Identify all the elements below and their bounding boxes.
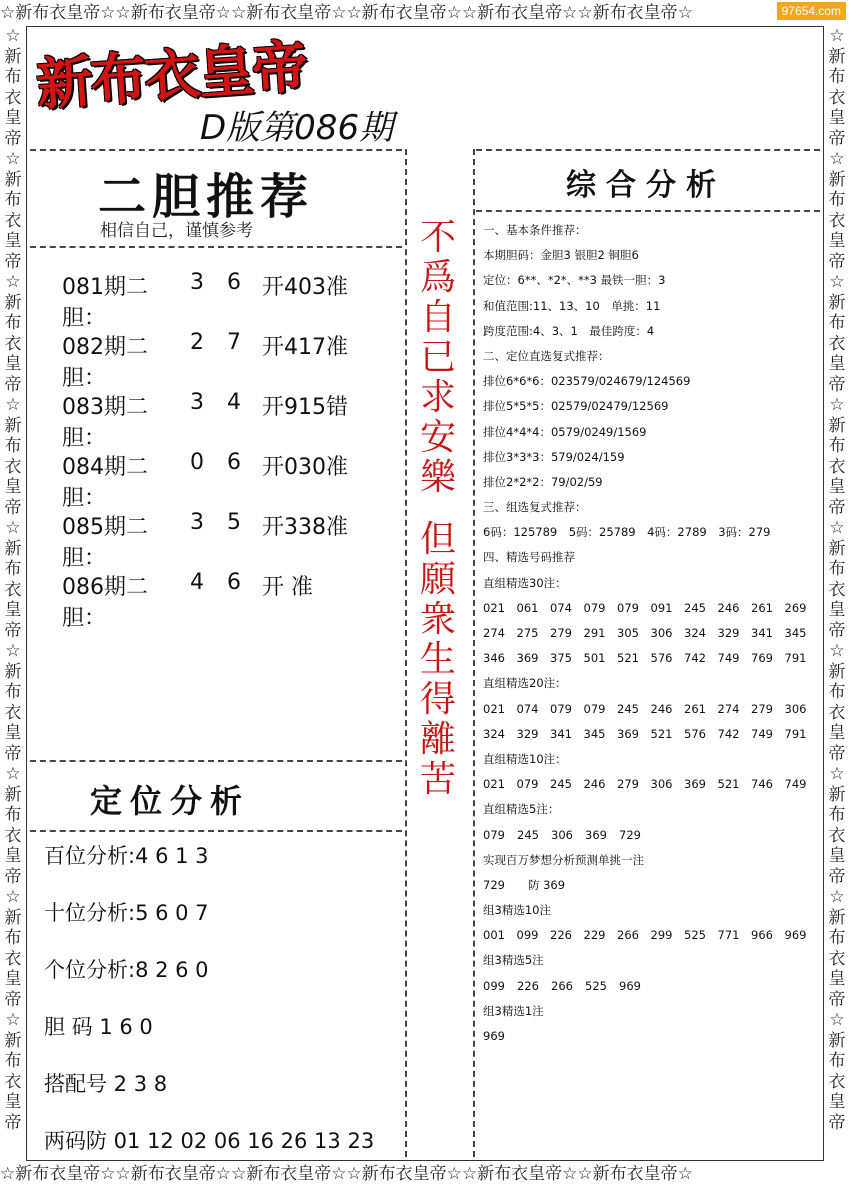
period-label: 086期二胆： — [62, 575, 148, 631]
number: 306 — [784, 701, 807, 716]
analysis-line: 排位5*5*5：02579/02479/12569 — [483, 399, 669, 414]
quote-char: 離 — [419, 719, 456, 760]
divider — [405, 149, 407, 1157]
quote-line-1 — [418, 218, 458, 498]
number: 375 — [550, 651, 572, 666]
period-label: 083期二胆： — [62, 395, 148, 451]
dan-numbers: 2 7 — [190, 330, 249, 355]
position-list — [44, 840, 374, 1182]
brand-logo: 新布衣皇帝 — [34, 33, 309, 119]
analysis-line: 跨度范围:4、3、1 最佳跨度：4 — [483, 323, 655, 338]
period-label: 082期二胆： — [62, 335, 148, 391]
number: 306 — [650, 626, 673, 640]
quote-char: 苦 — [419, 759, 456, 800]
number: 969 — [784, 928, 807, 943]
analysis-line: 排位2*2*2：79/02/59 — [483, 474, 603, 489]
quote-char: 樂 — [419, 457, 456, 498]
draw-result: 开403准 — [262, 275, 348, 300]
number: 576 — [650, 651, 673, 666]
two-dan-row — [62, 330, 348, 390]
position-row: 十位分析:5 6 0 7 — [44, 901, 209, 925]
side-quote — [418, 218, 458, 800]
analysis-line: 实现百万梦想分析预测单挑一注 — [483, 852, 644, 867]
draw-result: 开915错 — [262, 395, 348, 420]
position-row: 百位分析:4 6 1 3 — [44, 844, 209, 868]
position-row: 两码防 01 12 02 06 16 26 13 23 — [44, 1129, 375, 1153]
dan-numbers: 0 6 — [190, 450, 249, 475]
two-dan-row — [62, 390, 348, 450]
number: 345 — [784, 626, 807, 640]
number: 746 — [751, 777, 773, 792]
number: 079 — [617, 600, 639, 615]
number-row — [483, 722, 818, 747]
number: 275 — [516, 626, 539, 640]
number: 369 — [585, 827, 607, 842]
draw-result: 开338准 — [262, 515, 348, 540]
number-row — [483, 823, 818, 848]
two-dan-row — [62, 270, 348, 330]
number-row — [483, 621, 818, 646]
number: 061 — [516, 600, 539, 615]
period-label: 084期二胆： — [62, 455, 148, 511]
divider — [30, 760, 402, 762]
number-row — [483, 596, 818, 621]
analysis-line: 6码：125789 5码：25789 4码：2789 3码：279 — [483, 525, 771, 540]
analysis-line: 和值范围:11、13、10 单挑：11 — [483, 298, 661, 313]
analysis-line: 直组精选20注： — [483, 676, 567, 691]
analysis-line: 组3精选1注 — [483, 1003, 544, 1018]
border-top: ☆新布衣皇帝☆☆新布衣皇帝☆☆新布衣皇帝☆☆新布衣皇帝☆☆新布衣皇帝☆☆新布衣皇帝☆ — [0, 3, 693, 23]
number: 329 — [516, 726, 539, 741]
number: 341 — [550, 726, 572, 741]
quote-char: 已 — [419, 337, 456, 378]
number: 274 — [717, 701, 740, 716]
number: 324 — [483, 726, 505, 741]
number: 079 — [483, 827, 505, 842]
number: 749 — [751, 726, 773, 741]
number: 346 — [483, 651, 505, 666]
number: 305 — [617, 626, 639, 640]
number: 324 — [684, 626, 706, 640]
quote-char: 不 — [419, 217, 456, 258]
number: 521 — [617, 651, 639, 666]
two-dan-title: 二胆推荐 — [98, 169, 315, 225]
quote-char: 爲 — [419, 257, 456, 298]
analysis-line: 组3精选5注 — [483, 953, 544, 968]
number: 791 — [784, 651, 807, 666]
number: 274 — [483, 626, 505, 640]
number: 525 — [585, 978, 607, 993]
analysis-line: 排位4*4*4：0579/0249/1569 — [483, 424, 647, 439]
number: 245 — [617, 701, 639, 716]
two-dan-list — [62, 270, 348, 630]
number: 079 — [583, 600, 606, 615]
analysis-line: 969 — [483, 1029, 505, 1043]
quote-line-2 — [418, 520, 458, 800]
position-row: 个位分析:8 2 6 0 — [44, 958, 209, 982]
number: 021 — [483, 777, 505, 792]
number-row — [483, 697, 818, 722]
issue-title: D版第086期 — [200, 108, 394, 148]
number: 261 — [684, 701, 706, 716]
number: 079 — [583, 701, 606, 716]
divider — [476, 149, 820, 151]
analysis-line: 三、组选复式推荐： — [483, 500, 587, 515]
position-row: 搭配号 2 3 8 — [44, 1072, 168, 1096]
divider — [476, 210, 820, 212]
number: 099 — [483, 978, 505, 993]
number: 369 — [516, 651, 539, 666]
number: 279 — [751, 701, 773, 716]
quote-char: 自 — [419, 297, 456, 338]
quote-char: 求 — [419, 377, 456, 418]
analysis-line: 729 防 369 — [483, 877, 566, 892]
number: 245 — [517, 827, 539, 842]
number: 769 — [751, 651, 773, 666]
number: 729 — [619, 827, 641, 842]
number: 246 — [650, 701, 673, 716]
number: 966 — [751, 928, 773, 943]
border-right: ☆ 新 布 衣 皇 帝 ☆ 新 布 衣 皇 帝 ☆ 新 布 衣 皇 帝 ☆ 新 布 衣 皇 帝 ☆ 新 布 衣 皇 帝 ☆ 新 布 衣 皇 帝 ☆ 新 布 衣 皇 帝 ☆ 新 布 衣 皇 帝 ☆ 新 布 衣 皇 帝 — [828, 26, 846, 1133]
number: 245 — [550, 777, 572, 792]
watermark: 97654.com — [777, 2, 846, 20]
dan-numbers: 4 6 — [190, 570, 249, 595]
dan-numbers: 3 4 — [190, 390, 249, 415]
number: 969 — [619, 978, 641, 993]
two-dan-row — [62, 570, 348, 630]
number: 091 — [650, 600, 673, 615]
analysis-title: 综合分析 — [566, 168, 726, 203]
number: 074 — [516, 701, 539, 716]
number: 079 — [550, 701, 572, 716]
border-left: ☆ 新 布 衣 皇 帝 ☆ 新 布 衣 皇 帝 ☆ 新 布 衣 皇 帝 ☆ 新 布 衣 皇 帝 ☆ 新 布 衣 皇 帝 ☆ 新 布 衣 皇 帝 ☆ 新 布 衣 皇 帝 ☆ 新 布 衣 皇 帝 ☆ 新 布 衣 皇 帝 — [4, 26, 22, 1133]
number: 099 — [516, 928, 539, 943]
analysis-line: 直组精选5注： — [483, 802, 560, 817]
dan-numbers: 3 5 — [190, 510, 249, 535]
analysis-line: 一、基本条件推荐： — [483, 223, 587, 237]
number: 229 — [583, 928, 606, 943]
divider — [473, 149, 475, 1157]
analysis-line: 排位3*3*3：579/024/159 — [483, 449, 625, 464]
quote-char: 得 — [419, 679, 456, 720]
number: 306 — [551, 827, 573, 842]
number: 329 — [717, 626, 740, 640]
number: 079 — [516, 777, 539, 792]
number: 226 — [550, 928, 572, 943]
number-row — [483, 923, 818, 948]
draw-result: 开 准 — [262, 575, 313, 600]
divider — [30, 830, 402, 832]
number: 742 — [684, 651, 706, 666]
number: 246 — [717, 600, 740, 615]
two-dan-row — [62, 510, 348, 570]
divider — [30, 246, 402, 248]
number: 306 — [650, 777, 673, 792]
number-row — [483, 646, 818, 671]
number: 369 — [617, 726, 639, 741]
analysis-line: 排位6*6*6：023579/024679/124569 — [483, 374, 691, 389]
draw-result: 开417准 — [262, 335, 348, 360]
number: 021 — [483, 701, 505, 716]
number: 501 — [583, 651, 606, 666]
number: 001 — [483, 928, 505, 943]
analysis-panel — [483, 218, 818, 1049]
number: 266 — [551, 978, 573, 993]
number: 021 — [483, 600, 505, 615]
number: 771 — [717, 928, 740, 943]
border-bottom: ☆新布衣皇帝☆☆新布衣皇帝☆☆新布衣皇帝☆☆新布衣皇帝☆☆新布衣皇帝☆☆新布衣皇帝☆ — [0, 1164, 693, 1184]
number: 245 — [684, 600, 706, 615]
period-label: 085期二胆： — [62, 515, 148, 571]
number: 279 — [550, 626, 572, 640]
number: 074 — [550, 600, 572, 615]
number: 369 — [684, 777, 706, 792]
number: 226 — [517, 978, 539, 993]
number-row — [483, 974, 818, 999]
number: 749 — [717, 651, 740, 666]
quote-char: 安 — [419, 417, 456, 458]
position-row: 胆 码 1 6 0 — [44, 1015, 153, 1039]
analysis-line: 直组精选30注： — [483, 575, 567, 590]
number: 749 — [784, 777, 807, 792]
analysis-line: 定位：6**、*2*、**3 最铁一胆：3 — [483, 273, 666, 288]
analysis-line: 二、定位直选复式推荐： — [483, 348, 610, 363]
number: 521 — [717, 777, 740, 792]
number: 291 — [583, 626, 606, 640]
number: 521 — [650, 726, 673, 741]
dan-numbers: 3 6 — [190, 270, 249, 295]
number: 299 — [650, 928, 673, 943]
two-dan-subtitle: 相信自己，谨慎参考 — [100, 221, 253, 241]
number: 261 — [751, 600, 773, 615]
number: 246 — [583, 777, 606, 792]
quote-char: 但 — [419, 519, 456, 560]
quote-char: 願 — [419, 559, 456, 600]
divider — [30, 149, 402, 151]
number: 576 — [684, 726, 706, 741]
number: 341 — [751, 626, 773, 640]
number: 742 — [717, 726, 740, 741]
number: 269 — [784, 600, 807, 615]
two-dan-row — [62, 450, 348, 510]
period-label: 081期二胆： — [62, 275, 148, 331]
analysis-line: 本期胆码：金胆3 银胆2 铜胆6 — [483, 248, 639, 263]
analysis-line: 直组精选10注： — [483, 751, 567, 766]
number: 525 — [684, 928, 706, 943]
number: 791 — [784, 726, 807, 741]
quote-char: 生 — [419, 639, 456, 680]
number: 279 — [617, 777, 639, 792]
analysis-line: 四、精选号码推荐 — [483, 550, 575, 565]
position-title: 定位分析 — [90, 782, 251, 820]
quote-char: 衆 — [419, 599, 456, 640]
analysis-line: 组3精选10注 — [483, 903, 551, 918]
number: 266 — [617, 928, 639, 943]
number-row — [483, 772, 818, 797]
number: 345 — [583, 726, 606, 741]
draw-result: 开030准 — [262, 455, 348, 480]
